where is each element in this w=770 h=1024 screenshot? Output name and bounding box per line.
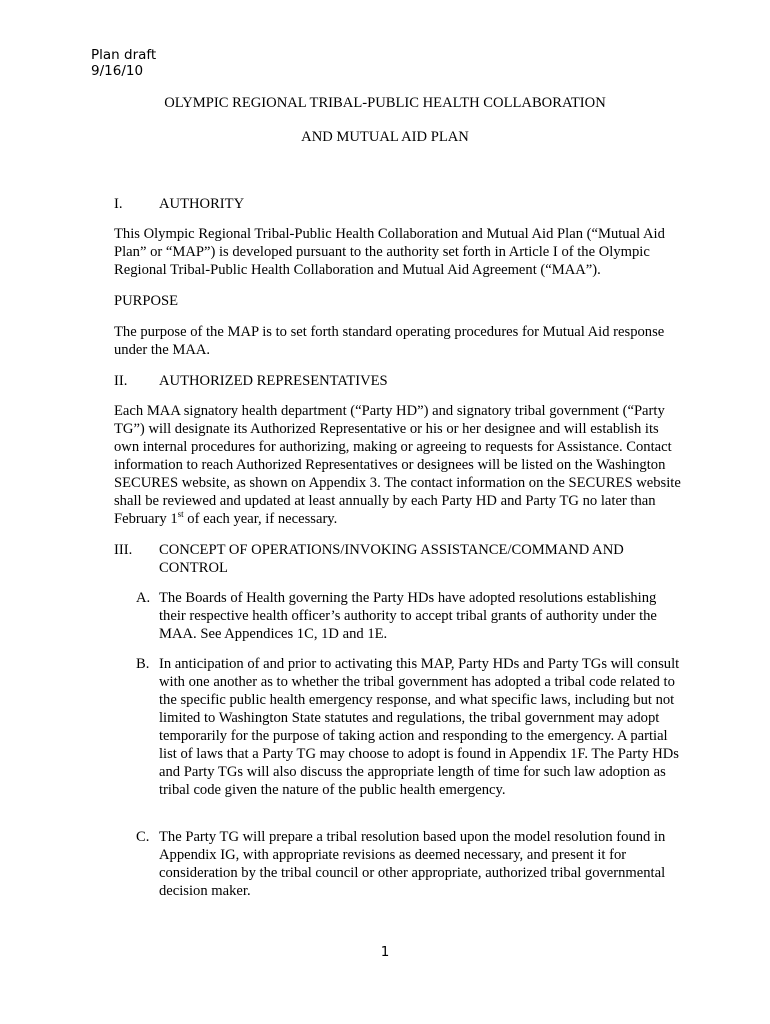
representatives-paragraph	[114, 402, 684, 528]
draft-label: Plan draft	[91, 47, 157, 63]
list-item-text: The Party TG will prepare a tribal resolution based upon the model resolution found in Appendix IG, with appropriate revisions as deemed necessary, and present it for consideration by the tribal council or other appropriate, authorized tribal governmental decision maker.	[159, 829, 666, 899]
purpose-paragraph: The purpose of the MAP is to set forth standard operating procedures for Mutual Aid response under the MAA.	[114, 324, 665, 358]
draft-header	[91, 47, 156, 79]
ordinal-suffix: st	[177, 509, 184, 520]
draft-date: 9/16/10	[91, 63, 144, 79]
section-heading-concept: CONCEPT OF OPERATIONS/INVOKING ASSISTANCE/COMMAND AND CONTROL	[159, 542, 624, 576]
list-item-text: The Boards of Health governing the Party HDs have adopted resolutions establishing their respective health officer’s authority to accept tribal grants of authority under the MAA. See Appendices 1C, 1D and 1E.	[159, 590, 657, 642]
representatives-text: Each MAA signatory health department (“Party HD”) and signatory tribal government (“Party TG”) will designate its Authorized Representative or his or her designee and will establish its own internal procedures for authorizing, making or agreeing to requests for Assistance. Contact information to reach Authorized Representatives or designees will be listed on the Washington SECURES website, as shown on Appendix 3. The contact information on the SECURES website shall be reviewed and updated at least annually by each Party HD and Party TG no later than February 1	[114, 403, 681, 527]
section-number-representatives: II.	[114, 373, 128, 389]
section-heading-authority: AUTHORITY	[159, 196, 245, 212]
list-item-letter: A.	[136, 590, 151, 606]
section-heading-purpose: PURPOSE	[114, 293, 179, 309]
document-title-line-1: OLYMPIC REGIONAL TRIBAL-PUBLIC HEALTH COLLABORATION	[164, 95, 606, 111]
section-number-concept: III.	[114, 542, 133, 558]
list-item-text: In anticipation of and prior to activating this MAP, Party HDs and Party TGs will consult with one another as to whether the tribal government has adopted a tribal code related to the specific public health emergency response, and what specific laws, including but not limited to Washington State statutes and regulations, the tribal government may adopt temporarily for the purpose of taking action and responding to the emergency. A partial list of laws that a Party TG may choose to adopt is found in Appendix 1F. The Party HDs and Party TGs will also discuss the appropriate length of time for such law adoption as tribal code given the nature of the public health emergency.	[159, 656, 680, 798]
section-number-authority: I.	[114, 196, 123, 212]
page-number: 1	[380, 944, 390, 960]
section-heading-representatives: AUTHORIZED REPRESENTATIVES	[159, 373, 388, 389]
list-item-letter: B.	[136, 656, 150, 672]
document-title-line-2: AND MUTUAL AID PLAN	[301, 129, 469, 145]
authority-paragraph: This Olympic Regional Tribal-Public Health Collaboration and Mutual Aid Plan (“Mutual Aid Plan” or “MAP”) is developed pursuant to the authority set forth in Article I of the Olympic Regional Tribal-Public Health Collaboration and Mutual Aid Agreement (“MAA”).	[114, 226, 665, 278]
list-item-letter: C.	[136, 829, 150, 845]
representatives-text-end: of each year, if necessary.	[183, 511, 338, 527]
